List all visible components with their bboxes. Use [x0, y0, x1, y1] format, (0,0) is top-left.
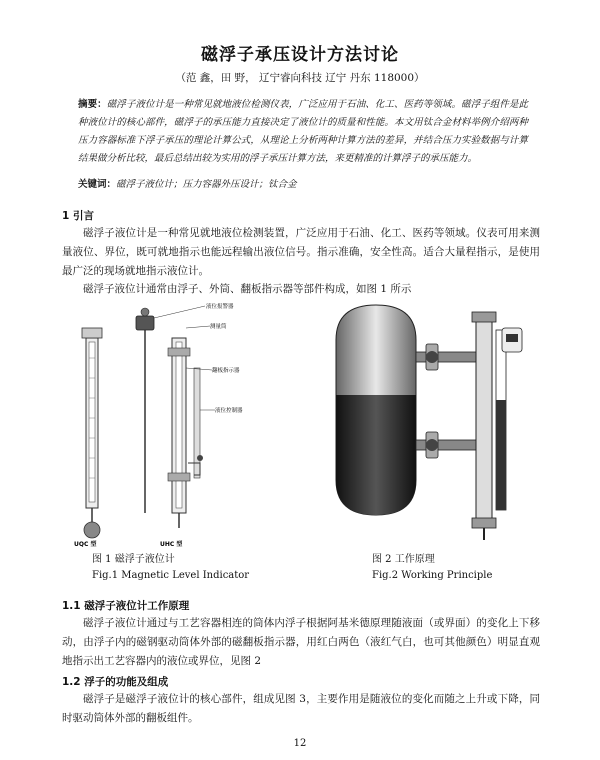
abstract-text: 磁浮子液位计是一种常见就地液位检测仪表，广泛应用于石油、化工、医药等领域。磁浮子组件是此种液位计的核心部件，磁浮子的承压能力直接决定了液位计的质量和性能。本文用钛合金材料举例介绍两种压力容器标准下浮子承压的理论计算公式，从理论上分析两种计算方法的差异，并结合压力实验数据与计算结果做分析比较，最后总结出较为实用的浮子承压计算方法，来更精准的计算浮子的承压能力。 [78, 99, 528, 164]
page-number: 12 [293, 738, 307, 749]
keywords-label: 关键词： [78, 179, 117, 190]
label-uhc: UHC 型 [160, 541, 183, 548]
figure-1-drawing [70, 298, 280, 548]
section-1-2-heading: 1.2 浮子的功能及组成 [62, 676, 169, 688]
figure-2-caption-en: Fig.2 Working Principle [372, 570, 493, 581]
section-1-1-heading: 1.1 磁浮子液位计工作原理 [62, 600, 190, 612]
keywords [78, 176, 528, 190]
section-1-1-paragraph: 磁浮子液位计通过与工艺容器相连的筒体内浮子根据阿基米德原理随液面（或界面）的变化上下移动，由浮子内的磁钢驱动筒体外部的磁翻板指示器，用红白两色（液红气白，也可其他颜色）明显直观地指示出工艺容器内的液位或界位，见图 2 [62, 617, 540, 667]
label-alarm: 液位报警器 [206, 304, 234, 310]
label-indicator: 翻板指示器 [212, 368, 240, 374]
section-1-paragraph-2: 磁浮子液位计通常由浮子、外筒、翻板指示器等部件构成，如图 1 所示 [83, 283, 412, 295]
level-gauge-chamber [472, 312, 522, 540]
figure-1-caption-cn: 图 1 磁浮子液位计 [92, 554, 175, 565]
uhc-indicator [136, 308, 203, 528]
figure-2 [326, 300, 526, 546]
section-1-paragraph-1: 磁浮子液位计是一种常见就地液位检测装置，广泛应用于石油、化工、医药等领域。仪表可用来测量液位、界位，既可就地指示也能远程输出液位信号。指示准确，安全性高。适合大量程指示，是使用最广泛的现场就地指示液位计。 [62, 227, 540, 277]
abstract [78, 96, 528, 168]
label-transmitter: 测量筒 [210, 324, 227, 330]
uqc-indicator [82, 328, 102, 538]
figure-1-caption-en: Fig.1 Magnetic Level Indicator [92, 570, 250, 581]
figure-2-drawing [326, 300, 526, 542]
section-1-2-paragraph: 磁浮子是磁浮子液位计的核心部件，组成见图 3，主要作用是随液位的变化而随之上升或下降，同时驱动筒体外部的翻板组件。 [62, 693, 540, 724]
process-vessel [336, 305, 416, 515]
keywords-text: 磁浮子液位计；压力容器外压设计；钛合金 [116, 179, 297, 190]
paper-title: 磁浮子承压设计方法讨论 [201, 45, 399, 65]
label-controller: 液位控制器 [215, 408, 243, 414]
abstract-label: 摘要： [78, 99, 107, 110]
authors: （范 鑫，田 野， 辽宁睿向科技 辽宁 丹东 118000） [175, 72, 425, 84]
label-uqc: UQC 型 [74, 541, 97, 548]
section-1-heading: 1 引言 [62, 210, 94, 222]
figure-1-caption [92, 552, 249, 584]
figure-1 [70, 298, 280, 552]
connection-pipes [416, 344, 476, 458]
figure-2-caption [372, 552, 492, 584]
figure-2-caption-cn: 图 2 工作原理 [372, 554, 435, 565]
